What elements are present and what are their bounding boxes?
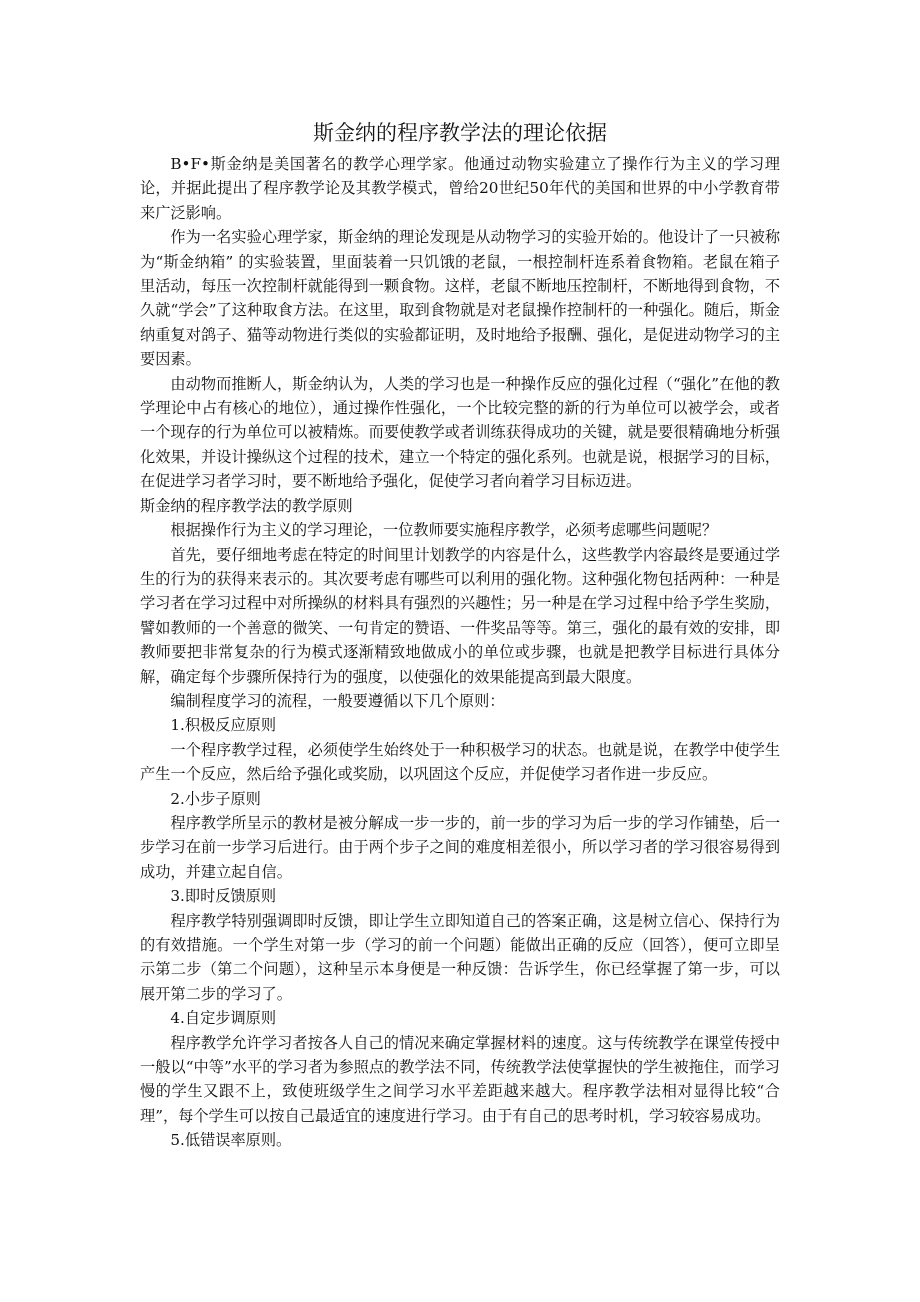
paragraph: B•F•斯金纳是美国著名的教学心理学家。他通过动物实验建立了操作行为主义的学习理论，并据此提出了程序教学论及其教学模式，曾给20世纪50年代的美国和世界的中小学教育带来广泛影响。	[140, 155, 780, 222]
paragraph: 作为一名实验心理学家，斯金纳的理论发现是从动物学习的实验开始的。他设计了一只被称为“斯金纳箱” 的实验装置，里面装着一只饥饿的老鼠，一根控制杆连系着食物箱。老鼠在箱子里活动，每压一次控制杆就能得到一颗食物。这样，老鼠不断地压控制杆，不断地得到食物，不久就“学会”了这种取食方法。在这里，取到食物就是对老鼠操作控制杆的一种强化。随后，斯金纳重复对鸽子、猫等动物进行类似的实验都证明，及时地给予报酬、强化，是促进动物学习的主要因素。	[140, 228, 780, 369]
paragraph: 由动物而推断人，斯金纳认为，人类的学习也是一种操作反应的强化过程（“强化”在他的教学理论中占有核心的地位），通过操作性强化，一个比较完整的新的行为单位可以被学会，或者一个现存的行为单位可以被精炼。而要使教学或者训练获得成功的关键，就是要很精确地分析强化效果，并设计操纵这个过程的技术，建立一个特定的强化系列。也就是说，根据学习的目标，在促进学习者学习时，要不断地给予强化，促使学习者向着学习目标迈进。	[140, 374, 780, 491]
document-body	[140, 152, 780, 1153]
paragraph: 程序教学允许学习者按各人自己的情况来确定掌握材料的速度。这与传统教学在课堂传授中一般以“中等”水平的学习者为参照点的教学法不同，传统教学法使掌握快的学生被拖住，而学习慢的学生又跟不上，致使班级学生之间学习水平差距越来越大。程序教学法相对显得比较“合理”，每个学生可以按自己最适宜的速度进行学习。由于有自己的思考时机，学习较容易成功。	[140, 1033, 780, 1125]
paragraph: 3.即时反馈原则	[170, 887, 277, 906]
paragraph: 5.低错误率原则。	[170, 1131, 292, 1150]
paragraph: 2.小步子原则	[170, 789, 261, 808]
paragraph: 一个程序教学过程，必须使学生始终处于一种积极学习的状态。也就是说，在教学中使学生产生一个反应，然后给予强化或奖励，以巩固这个反应，并促使学习者作进一步反应。	[140, 740, 780, 784]
document-title: 斯金纳的程序教学法的理论依据	[313, 121, 607, 145]
paragraph: 4.自定步调原则	[170, 1009, 277, 1028]
paragraph: 1.积极反应原则	[170, 716, 277, 735]
paragraph: 程序教学所呈示的教材是被分解成一步一步的，前一步的学习为后一步的学习作铺垫，后一步学习在前一步学习后进行。由于两个步子之间的难度相差很小，所以学习者的学习很容易得到成功，并建立起自信。	[140, 813, 780, 881]
paragraph: 程序教学特别强调即时反馈，即让学生立即知道自己的答案正确，这是树立信心、保持行为的有效措施。一个学生对第一步（学习的前一个问题）能做出正确的反应（回答），便可立即呈示第二步（第二个问题），这种呈示本身便是一种反馈：告诉学生，你已经掌握了第一步，可以展开第二步的学习了。	[140, 911, 780, 1003]
paragraph: 根据操作行为主义的学习理论，一位教师要实施程序教学，必须考虑哪些问题呢？	[170, 521, 718, 540]
paragraph: 编制程度学习的流程，一般要遵循以下几个原则：	[170, 691, 505, 710]
document-page	[140, 118, 780, 1153]
paragraph: 首先，要仔细地考虑在特定的时间里计划教学的内容是什么，这些教学内容最终是要通过学生的行为的获得来表示的。其次要考虑有哪些可以利用的强化物。这种强化物包括两种：一种是学习者在学习过程中对所操纵的材料具有强烈的兴趣性；另一种是在学习过程中给予学生奖励，譬如教师的一个善意的微笑、一句肯定的赞语、一件奖品等等。第三，强化的最有效的安排，即教师要把非常复杂的行为模式逐渐精致地做成小的单位或步骤，也就是把教学目标进行具体分解，确定每个步骤所保持行为的强度，以使强化的效果能提高到最大限度。	[140, 545, 780, 686]
paragraph: 斯金纳的程序教学法的教学原则	[140, 496, 353, 515]
